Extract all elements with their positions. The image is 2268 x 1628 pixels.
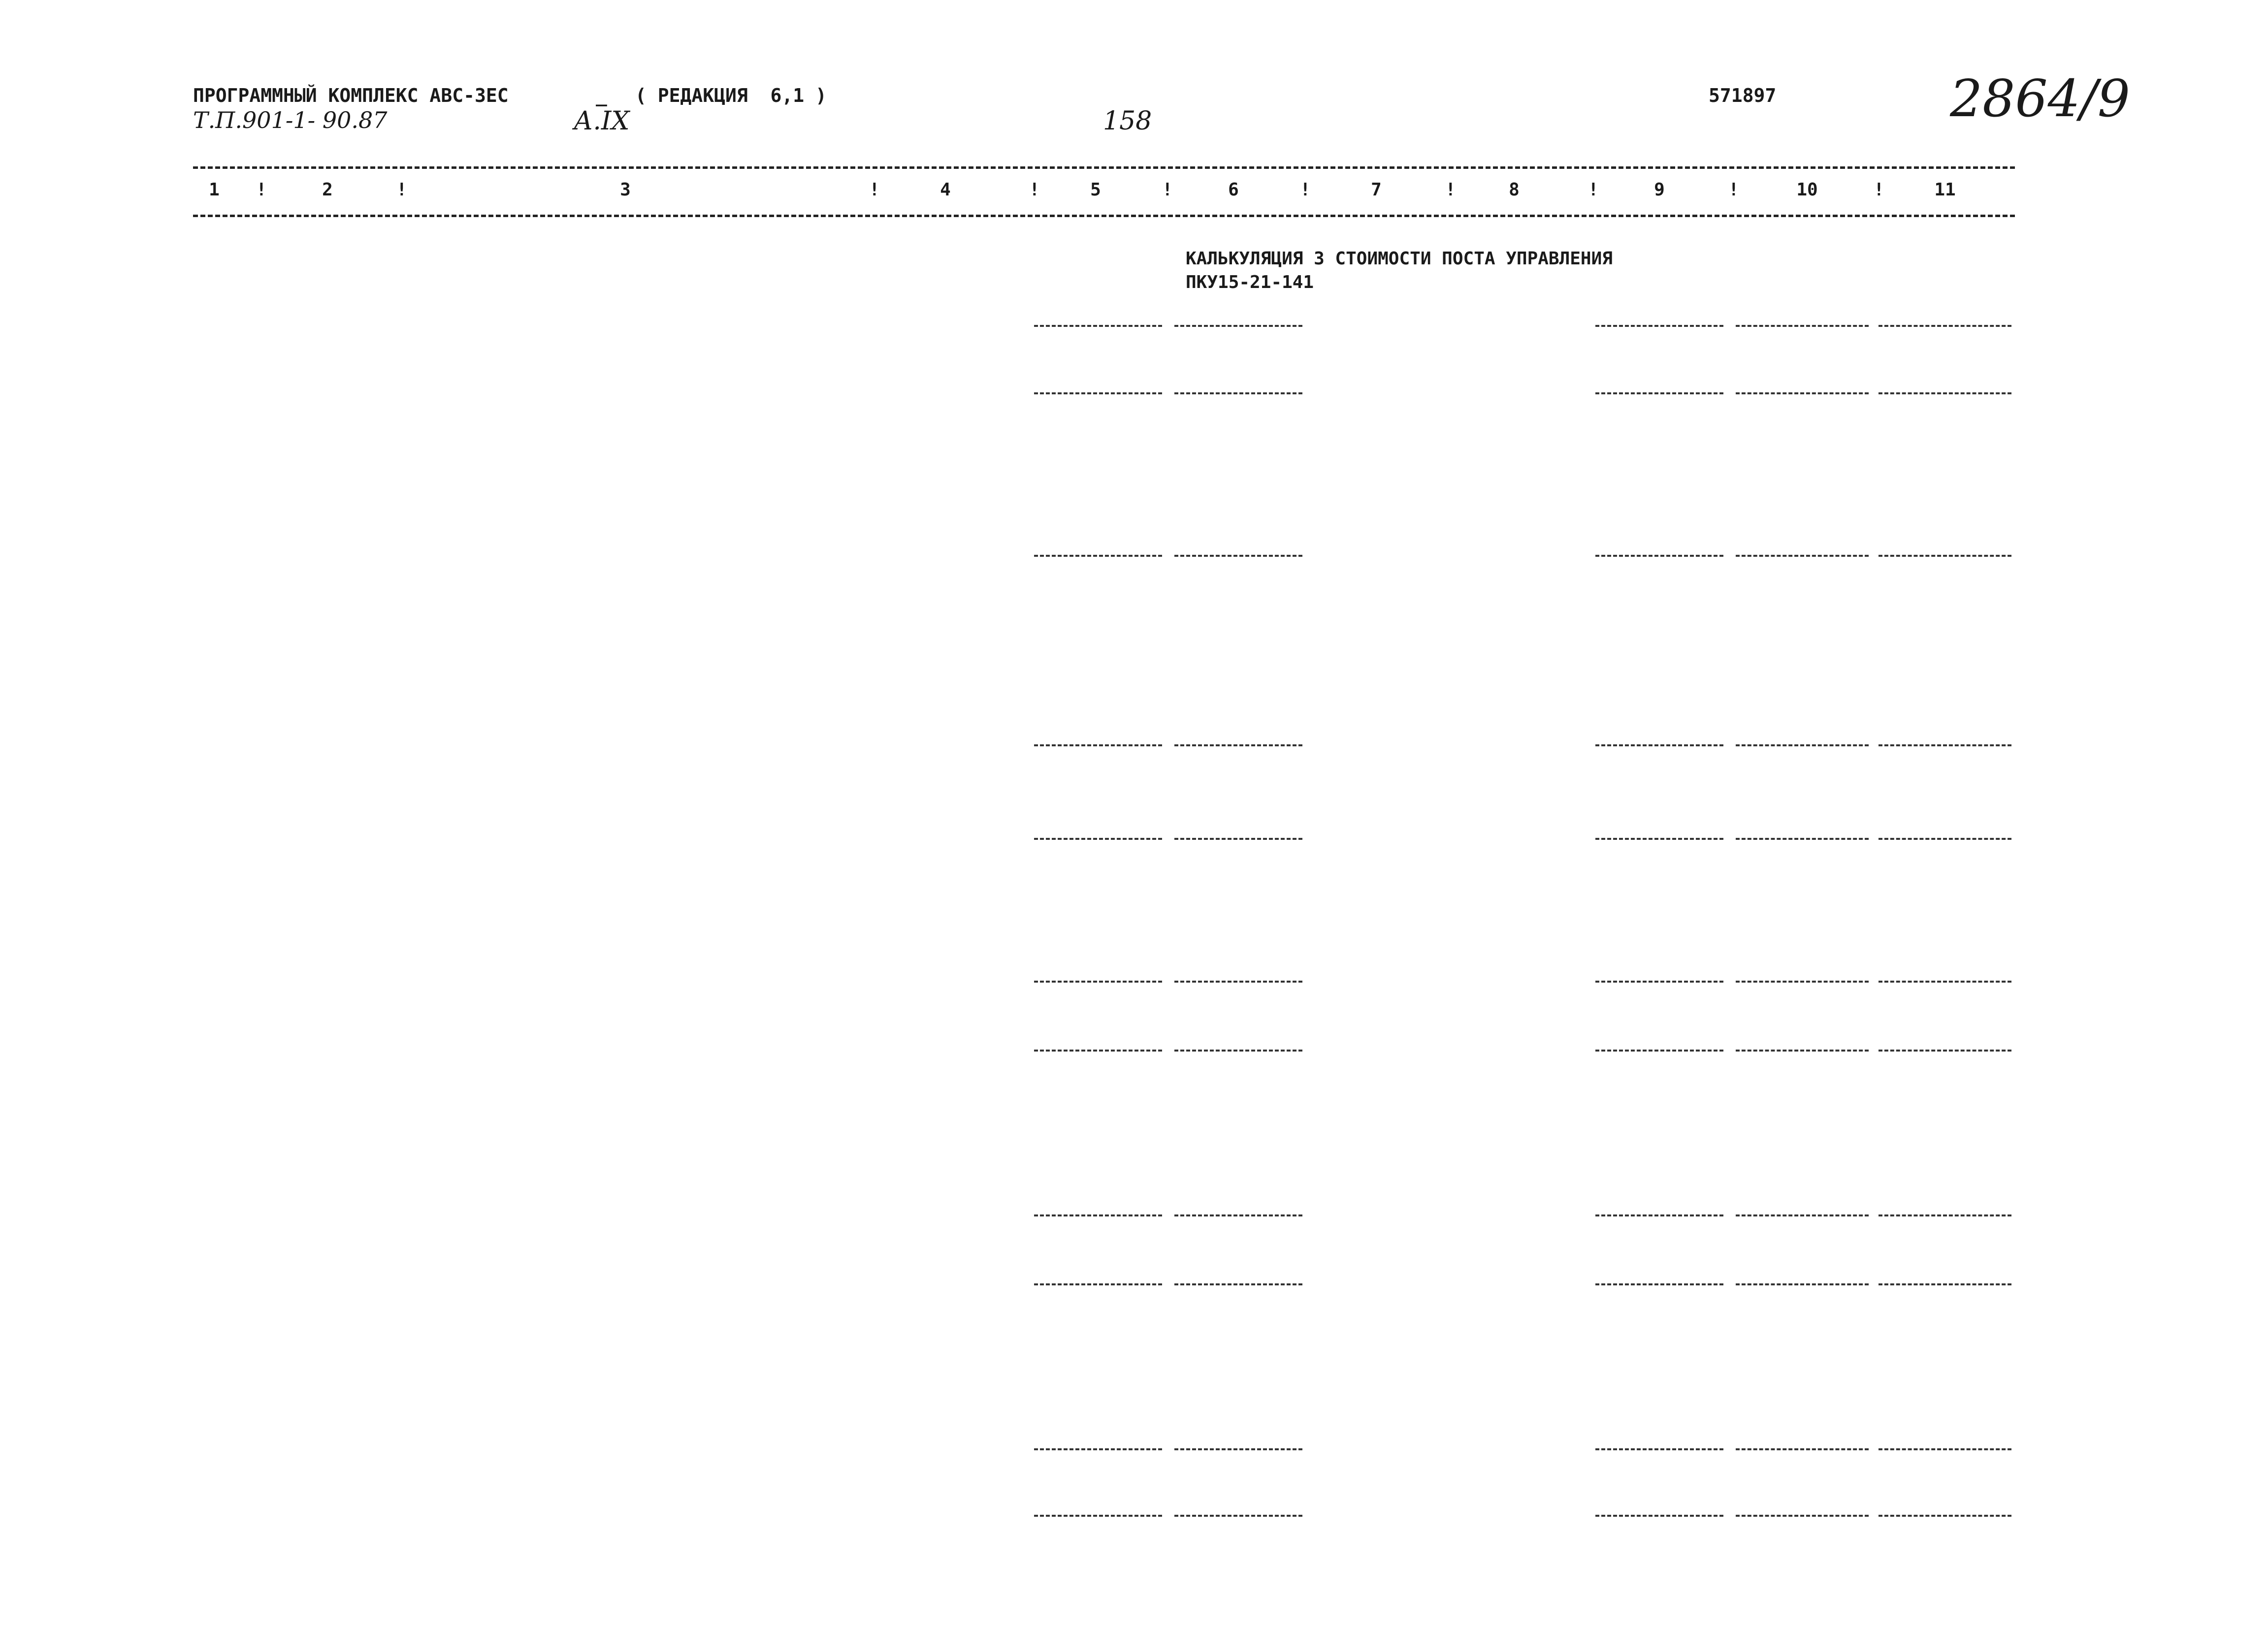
subtotal-line	[1034, 1214, 1162, 1216]
subtotal-line	[1174, 981, 1302, 983]
column-number: 5	[1090, 180, 1101, 200]
column-number: 11	[1934, 180, 1956, 200]
subtotal-line	[1174, 555, 1302, 557]
subtotal-line	[1174, 1283, 1302, 1285]
subtotal-line	[1034, 744, 1162, 746]
subtotal-line	[1736, 744, 1869, 746]
subtotal-line	[1595, 1283, 1723, 1285]
column-number: 10	[1796, 180, 1818, 200]
subtotal-line	[1034, 1448, 1162, 1450]
subtotal-line	[1595, 1515, 1723, 1517]
subtotal-line	[1879, 1050, 2011, 1052]
subtotal-line	[1595, 981, 1723, 983]
column-separator: !	[1445, 180, 1456, 200]
subtotal-line	[1595, 1448, 1723, 1450]
subtotal-line	[1736, 392, 1869, 394]
subtotal-line	[1595, 838, 1723, 840]
subtotal-line	[1034, 981, 1162, 983]
subtotal-line	[1736, 1283, 1869, 1285]
column-separator: !	[396, 180, 407, 200]
subtotal-line	[1736, 1515, 1869, 1517]
column-number: 3	[620, 180, 631, 200]
subtotal-line	[1879, 555, 2011, 557]
edition-label: ( РЕДАКЦИЯ 6,1 )	[635, 85, 827, 106]
subtotal-line	[1736, 325, 1869, 327]
column-separator: !	[1162, 180, 1173, 200]
subtotal-line	[1879, 325, 2011, 327]
subtotal-line	[1034, 1050, 1162, 1052]
subtotal-line	[1595, 1214, 1723, 1216]
column-number: 4	[940, 180, 951, 200]
subtotal-line	[1879, 838, 2011, 840]
subtotal-line	[1174, 325, 1302, 327]
column-separator: !	[1029, 180, 1040, 200]
section-subtitle: ПКУ15-21-141	[1186, 272, 1314, 292]
subtotal-line	[1879, 1515, 2011, 1517]
column-number: 1	[209, 180, 220, 200]
column-separator: !	[256, 180, 267, 200]
subtotal-line	[1595, 1050, 1723, 1052]
handwritten-sheet: 2864/9	[1950, 68, 2130, 128]
subtotal-line	[1736, 1214, 1869, 1216]
subtotal-line	[1595, 325, 1723, 327]
subtotal-line	[1034, 1283, 1162, 1285]
subtotal-line	[1879, 1448, 2011, 1450]
subtotal-line	[1034, 1515, 1162, 1517]
subtotal-line	[1034, 555, 1162, 557]
header-rule-top	[193, 166, 2015, 169]
column-number: 7	[1371, 180, 1382, 200]
column-number: 2	[322, 180, 333, 200]
column-separator: !	[1588, 180, 1599, 200]
subtotal-line	[1174, 392, 1302, 394]
column-separator: !	[1874, 180, 1884, 200]
subtotal-line	[1034, 392, 1162, 394]
subtotal-line	[1736, 981, 1869, 983]
subtotal-line	[1034, 325, 1162, 327]
program-title: ПРОГРАММНЫЙ КОМПЛЕКС АВС-3ЕС	[193, 85, 509, 106]
subtotal-line	[1174, 1448, 1302, 1450]
subtotal-line	[1879, 981, 2011, 983]
subtotal-line	[1174, 744, 1302, 746]
column-separator: !	[869, 180, 880, 200]
subtotal-line	[1595, 555, 1723, 557]
subtotal-line	[1174, 1515, 1302, 1517]
subtotal-line	[1736, 1448, 1869, 1450]
subtotal-line	[1879, 744, 2011, 746]
handwritten-section: А.IX	[574, 106, 630, 136]
column-separator: !	[1300, 180, 1311, 200]
column-number: 8	[1509, 180, 1520, 200]
subtotal-line	[1879, 1283, 2011, 1285]
subtotal-line	[1174, 838, 1302, 840]
subtotal-line	[1879, 1214, 2011, 1216]
subtotal-line	[1736, 555, 1869, 557]
subtotal-line	[1174, 1050, 1302, 1052]
column-number: 9	[1654, 180, 1665, 200]
section-title: КАЛЬКУЛЯЦИЯ 3 СТОИМОСТИ ПОСТА УПРАВЛЕНИЯ	[1186, 249, 1613, 269]
header-rule-bottom	[193, 215, 2015, 217]
handwritten-code: Т.П.901-1- 90.87	[193, 107, 388, 133]
subtotal-line	[1595, 392, 1723, 394]
document-number: 571897	[1709, 85, 1777, 106]
subtotal-line	[1595, 744, 1723, 746]
column-separator: !	[1728, 180, 1739, 200]
subtotal-line	[1736, 1050, 1869, 1052]
subtotal-line	[1174, 1214, 1302, 1216]
subtotal-line	[1034, 838, 1162, 840]
handwritten-page: 158	[1103, 106, 1152, 136]
header-dash: _	[596, 85, 607, 106]
subtotal-line	[1736, 838, 1869, 840]
subtotal-line	[1879, 392, 2011, 394]
column-number: 6	[1228, 180, 1239, 200]
